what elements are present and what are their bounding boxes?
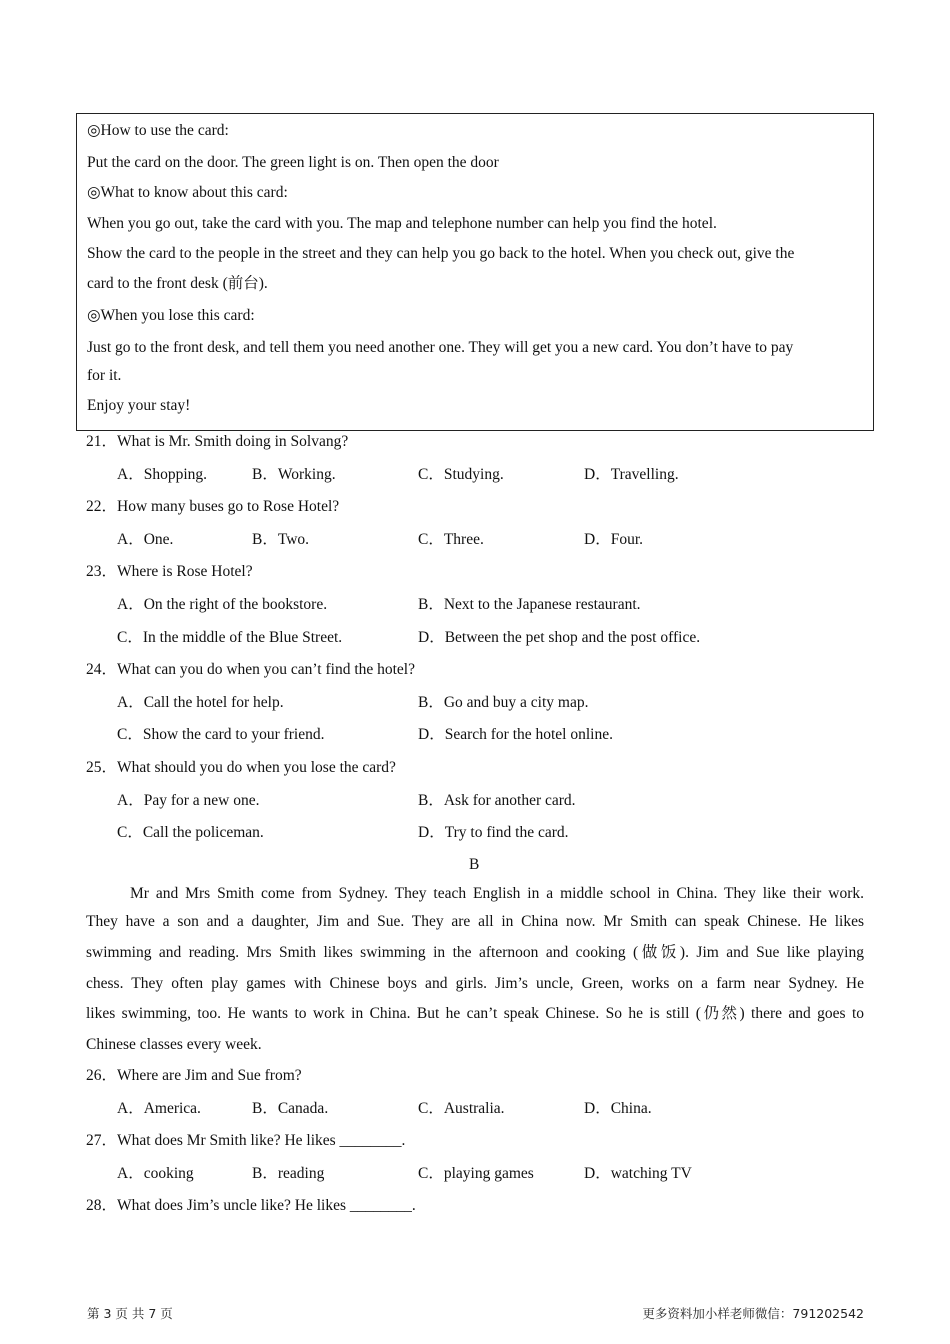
section-heading: B — [469, 856, 480, 873]
answer-option: A．On the right of the bookstore. — [117, 596, 328, 613]
answer-option: D．watching TV — [584, 1164, 692, 1182]
question-text: 27．What does Mr Smith like? He likes ________. — [86, 1132, 406, 1150]
answer-option: B．Ask for another card. — [418, 791, 576, 809]
passage-line: swimming and reading. Mrs Smith likes swimming in the afternoon and cooking (做饭). Jim and Sue like playing — [86, 944, 864, 961]
answer-option: B．Next to the Japanese restaurant. — [418, 596, 641, 613]
page-number: 第 3 页 共 7 页 — [87, 1306, 173, 1321]
answer-option: C．Studying. — [418, 465, 504, 483]
card-info-line: Enjoy your stay! — [87, 397, 191, 414]
answer-option: B．Canada. — [252, 1099, 329, 1117]
answer-option: A．One. — [117, 530, 174, 548]
answer-option: A．America. — [117, 1099, 201, 1117]
passage-line: They have a son and a daughter, Jim and Sue. They are all in China now. Mr Smith can speak Chinese. He likes — [86, 913, 864, 930]
card-info-line: Show the card to the people in the street and they can help you go back to the hotel. When you check out, give the — [87, 245, 795, 262]
question-text: 28．What does Jim’s uncle like? He likes ________. — [86, 1197, 416, 1215]
answer-option: D．Between the pet shop and the post office. — [418, 628, 701, 646]
answer-option: B．reading — [252, 1164, 325, 1182]
passage-line: Mr and Mrs Smith come from Sydney. They teach English in a middle school in China. They like their work. — [130, 885, 864, 902]
question-text: 25．What should you do when you lose the card? — [86, 759, 396, 776]
answer-option: C．playing games — [418, 1164, 534, 1182]
card-info-line: When you go out, take the card with you. The map and telephone number can help you find the hotel. — [87, 215, 717, 232]
answer-option: A．Pay for a new one. — [117, 791, 260, 809]
card-info-line: ◎What to know about this card: — [87, 184, 288, 201]
card-info-line: Just go to the front desk, and tell them you need another one. They will get you a new card. You don’t have to pay — [87, 339, 794, 356]
card-info-line: card to the front desk (前台). — [87, 275, 268, 292]
answer-option: C．Three. — [418, 530, 484, 548]
answer-option: C．Show the card to your friend. — [117, 726, 325, 744]
question-text: 26．Where are Jim and Sue from? — [86, 1067, 302, 1084]
answer-option: C．Australia. — [418, 1099, 505, 1117]
answer-option: A．Shopping. — [117, 465, 207, 483]
answer-option: A．cooking — [117, 1164, 194, 1182]
question-text: 23．Where is Rose Hotel? — [86, 563, 253, 581]
answer-option: D．Try to find the card. — [418, 824, 569, 842]
card-info-line: Put the card on the door. The green light is on. Then open the door — [87, 154, 499, 171]
answer-option: C．In the middle of the Blue Street. — [117, 628, 343, 646]
answer-option: A．Call the hotel for help. — [117, 693, 284, 711]
passage-line: likes swimming, too. He wants to work in China. But he can’t speak Chinese. So he is still (仍然) there and goes to — [86, 1005, 864, 1022]
card-info-line: ◎When you lose this card: — [87, 307, 255, 324]
question-text: 21．What is Mr. Smith doing in Solvang? — [86, 433, 349, 450]
question-text: 24．What can you do when you can’t find the hotel? — [86, 661, 415, 679]
answer-option: C．Call the policeman. — [117, 824, 264, 842]
card-info-line: for it. — [87, 367, 122, 384]
question-text: 22．How many buses go to Rose Hotel? — [86, 498, 340, 516]
answer-option: D．Travelling. — [584, 465, 679, 483]
answer-option: D．China. — [584, 1099, 652, 1117]
answer-option: D．Search for the hotel online. — [418, 726, 613, 744]
card-info-line: ◎How to use the card: — [87, 122, 229, 139]
answer-option: B．Two. — [252, 530, 310, 548]
passage-line: chess. They often play games with Chinese boys and girls. Jim’s uncle, Green, works on a farm near Sydney. He — [86, 975, 864, 992]
answer-option: B．Working. — [252, 465, 336, 483]
answer-option: D．Four. — [584, 530, 643, 548]
answer-option: B．Go and buy a city map. — [418, 693, 589, 711]
footer-contact: 更多资料加小样老师微信：791202542 — [642, 1306, 864, 1321]
passage-line: Chinese classes every week. — [86, 1036, 262, 1053]
